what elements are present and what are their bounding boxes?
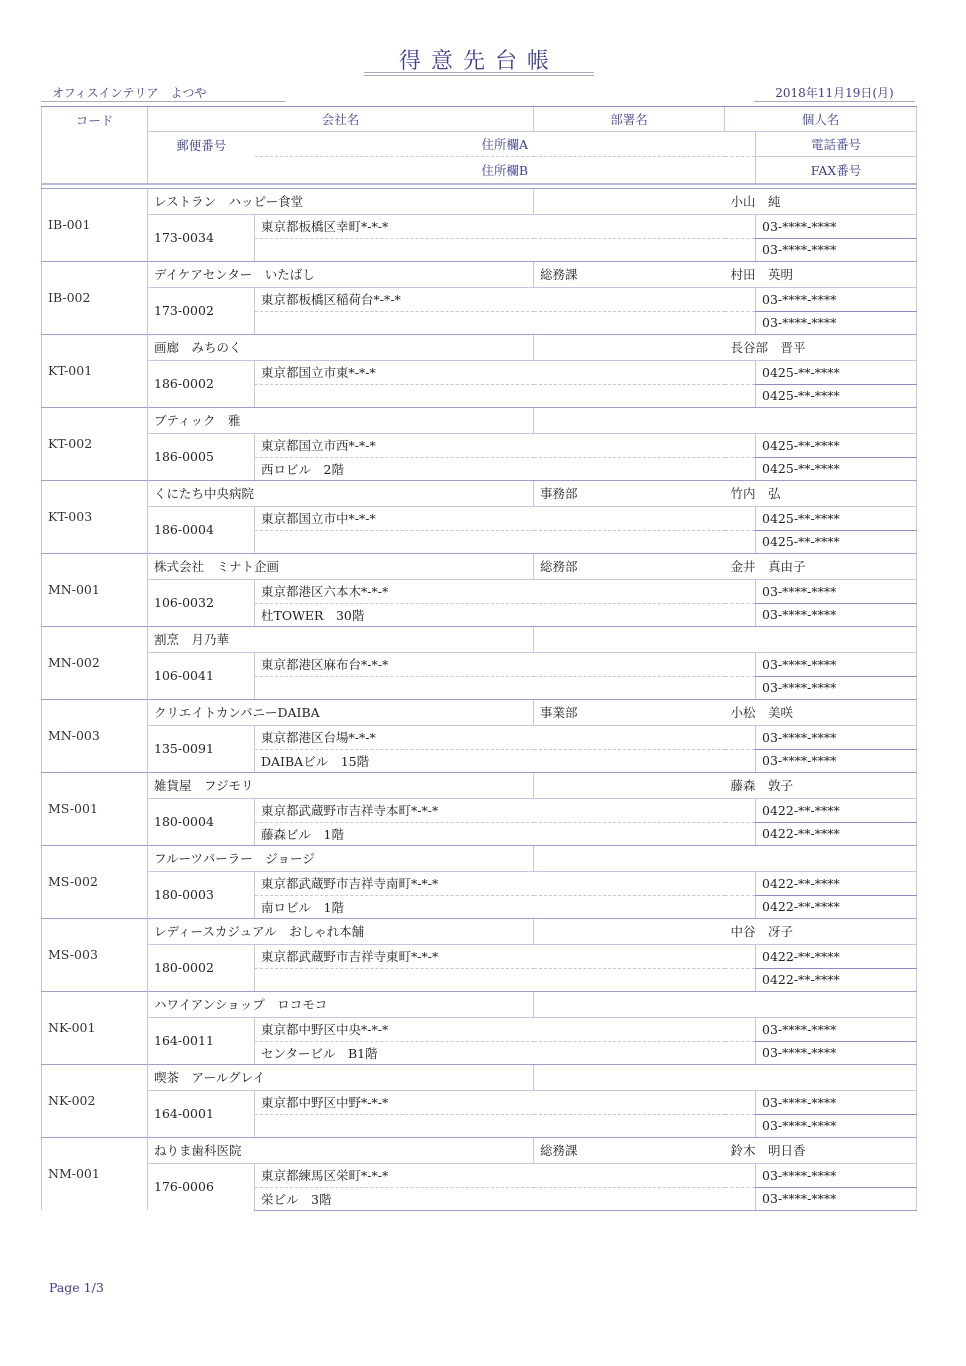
- record-row-main: [42, 1137, 917, 1163]
- customer-code: IB-001: [42, 188, 148, 261]
- person-name: [725, 407, 917, 433]
- address-a: 東京都中野区中央*-*-*: [255, 1017, 756, 1041]
- record-row-main: [42, 699, 917, 725]
- postal-code: 106-0041: [148, 652, 255, 699]
- postal-code: 180-0002: [148, 944, 255, 991]
- header-company-name: 会社名: [148, 107, 534, 132]
- record-row-address-a: [42, 1163, 917, 1187]
- record-row-main: [42, 845, 917, 871]
- postal-code: 180-0003: [148, 871, 255, 918]
- record-row-address-a: [42, 652, 917, 676]
- customer-code: NK-002: [42, 1064, 148, 1137]
- person-name: 竹内 弘: [725, 480, 917, 506]
- fax-number: 0425-**-****: [756, 384, 917, 407]
- department-name: [534, 1064, 725, 1090]
- department-name: [534, 334, 725, 360]
- postal-code: 186-0002: [148, 360, 255, 407]
- header-phone: 電話番号: [756, 132, 917, 157]
- company-name: ねりま歯科医院: [148, 1137, 534, 1163]
- person-name: 長谷部 晋平: [725, 334, 917, 360]
- header-code: コード: [42, 107, 148, 184]
- address-b: DAIBAビル 15階: [255, 749, 756, 772]
- department-name: [534, 772, 725, 798]
- fax-number: 03-****-****: [756, 603, 917, 626]
- record-row-main: [42, 991, 917, 1017]
- address-b: [255, 384, 756, 407]
- record-row-address-a: [42, 725, 917, 749]
- customer-code: MS-002: [42, 845, 148, 918]
- company-name: ハワイアンショップ ロコモコ: [148, 991, 534, 1017]
- record-row-address-a: [42, 287, 917, 311]
- record-row-address-a: [42, 871, 917, 895]
- issuer-underline: [41, 101, 285, 102]
- fax-number: 03-****-****: [756, 311, 917, 334]
- ledger-body: [42, 188, 917, 1210]
- department-name: [534, 407, 725, 433]
- address-b: [255, 238, 756, 261]
- phone-number: 0425-**-****: [756, 433, 917, 457]
- fax-number: 03-****-****: [756, 1187, 917, 1210]
- company-name: 割烹 月乃華: [148, 626, 534, 652]
- company-name: クリエイトカンパニーDAIBA: [148, 699, 534, 725]
- customer-code: MN-003: [42, 699, 148, 772]
- fax-number: 0422-**-****: [756, 968, 917, 991]
- record-row-address-a: [42, 1090, 917, 1114]
- record-row-address-a: [42, 360, 917, 384]
- person-name: [725, 1064, 917, 1090]
- address-b: [255, 311, 756, 334]
- record-row-address-a: [42, 944, 917, 968]
- record-row-main: [42, 334, 917, 360]
- phone-number: 0425-**-****: [756, 506, 917, 530]
- department-name: 総務課: [534, 1137, 725, 1163]
- phone-number: 03-****-****: [756, 287, 917, 311]
- phone-number: 03-****-****: [756, 725, 917, 749]
- address-b: [255, 968, 756, 991]
- person-name: [725, 626, 917, 652]
- address-b: [255, 676, 756, 699]
- issuer-company: オフィスインテリア よつや: [52, 86, 207, 100]
- address-b: 南ロビル 1階: [255, 895, 756, 918]
- phone-number: 03-****-****: [756, 1090, 917, 1114]
- fax-number: 0422-**-****: [756, 822, 917, 845]
- person-name: [725, 845, 917, 871]
- phone-number: 03-****-****: [756, 214, 917, 238]
- record-row-address-a: [42, 506, 917, 530]
- address-a: 東京都練馬区栄町*-*-*: [255, 1163, 756, 1187]
- record-row-main: [42, 626, 917, 652]
- address-b: 西ロビル 2階: [255, 457, 756, 480]
- phone-number: 03-****-****: [756, 652, 917, 676]
- customer-code: MN-002: [42, 626, 148, 699]
- customer-code: IB-002: [42, 261, 148, 334]
- header-person: 個人名: [725, 107, 917, 132]
- customer-code: NK-001: [42, 991, 148, 1064]
- address-a: 東京都武蔵野市吉祥寺東町*-*-*: [255, 944, 756, 968]
- person-name: 村田 英明: [725, 261, 917, 287]
- person-name: 藤森 敦子: [725, 772, 917, 798]
- department-name: [534, 188, 725, 214]
- address-a: 東京都港区台場*-*-*: [255, 725, 756, 749]
- address-a: 東京都板橋区稲荷台*-*-*: [255, 287, 756, 311]
- address-b: センタービル B1階: [255, 1041, 756, 1064]
- postal-code: 180-0004: [148, 798, 255, 845]
- department-name: [534, 845, 725, 871]
- postal-code: 164-0001: [148, 1090, 255, 1137]
- header-address-a: 住所欄A: [255, 132, 756, 157]
- phone-number: 03-****-****: [756, 579, 917, 603]
- customer-code: KT-003: [42, 480, 148, 553]
- postal-code: 135-0091: [148, 725, 255, 772]
- document-title: 得意先台帳: [398, 49, 559, 74]
- record-row-main: [42, 918, 917, 944]
- record-row-main: [42, 1064, 917, 1090]
- record-row-address-a: [42, 798, 917, 822]
- person-name: 鈴木 明日香: [725, 1137, 917, 1163]
- person-name: 金井 真由子: [725, 553, 917, 579]
- postal-code: 173-0034: [148, 214, 255, 261]
- fax-number: 03-****-****: [756, 749, 917, 772]
- record-row-main: [42, 407, 917, 433]
- address-a: 東京都板橋区幸町*-*-*: [255, 214, 756, 238]
- company-name: フルーツパーラー ジョージ: [148, 845, 534, 871]
- customer-code: NM-001: [42, 1137, 148, 1210]
- company-name: 喫茶 アールグレイ: [148, 1064, 534, 1090]
- postal-code: 186-0004: [148, 506, 255, 553]
- header-department: 部署名: [534, 107, 725, 132]
- record-row-address-a: [42, 1017, 917, 1041]
- postal-code: 106-0032: [148, 579, 255, 626]
- department-name: 総務部: [534, 553, 725, 579]
- customer-ledger-table: [41, 106, 917, 1211]
- company-name: レディースカジュアル おしゃれ本舗: [148, 918, 534, 944]
- company-name: ブティック 雅: [148, 407, 534, 433]
- date-underline: [754, 101, 915, 102]
- address-b: 杜TOWER 30階: [255, 603, 756, 626]
- header-postal: 郵便番号: [148, 132, 255, 184]
- record-row-main: [42, 261, 917, 287]
- phone-number: 03-****-****: [756, 1017, 917, 1041]
- page-number: Page 1/3: [49, 1280, 104, 1295]
- record-row-address-a: [42, 433, 917, 457]
- department-name: 総務課: [534, 261, 725, 287]
- fax-number: 0422-**-****: [756, 895, 917, 918]
- address-b: [255, 1114, 756, 1137]
- fax-number: 03-****-****: [756, 1114, 917, 1137]
- header-fax: FAX番号: [756, 157, 917, 184]
- customer-code: MN-001: [42, 553, 148, 626]
- department-name: 事業部: [534, 699, 725, 725]
- phone-number: 0422-**-****: [756, 871, 917, 895]
- address-a: 東京都武蔵野市吉祥寺本町*-*-*: [255, 798, 756, 822]
- fax-number: 03-****-****: [756, 676, 917, 699]
- company-name: デイケアセンター いたばし: [148, 261, 534, 287]
- record-row-address-a: [42, 579, 917, 603]
- title-underline: [364, 72, 594, 73]
- issue-date: 2018年11月19日(月): [775, 86, 894, 100]
- customer-code: KT-001: [42, 334, 148, 407]
- address-b: [255, 530, 756, 553]
- address-a: 東京都国立市中*-*-*: [255, 506, 756, 530]
- department-name: [534, 626, 725, 652]
- address-b: 藤森ビル 1階: [255, 822, 756, 845]
- record-row-main: [42, 480, 917, 506]
- person-name: 小松 美咲: [725, 699, 917, 725]
- fax-number: 03-****-****: [756, 1041, 917, 1064]
- person-name: 小山 純: [725, 188, 917, 214]
- address-a: 東京都中野区中野*-*-*: [255, 1090, 756, 1114]
- department-name: [534, 918, 725, 944]
- address-a: 東京都港区麻布台*-*-*: [255, 652, 756, 676]
- address-b: 栄ビル 3階: [255, 1187, 756, 1210]
- fax-number: 0425-**-****: [756, 530, 917, 553]
- company-name: くにたち中央病院: [148, 480, 534, 506]
- phone-number: 03-****-****: [756, 1163, 917, 1187]
- phone-number: 0422-**-****: [756, 798, 917, 822]
- postal-code: 176-0006: [148, 1163, 255, 1210]
- fax-number: 03-****-****: [756, 238, 917, 261]
- address-a: 東京都武蔵野市吉祥寺南町*-*-*: [255, 871, 756, 895]
- company-name: 株式会社 ミナト企画: [148, 553, 534, 579]
- person-name: 中谷 冴子: [725, 918, 917, 944]
- address-a: 東京都国立市東*-*-*: [255, 360, 756, 384]
- person-name: [725, 991, 917, 1017]
- phone-number: 0425-**-****: [756, 360, 917, 384]
- fax-number: 0425-**-****: [756, 457, 917, 480]
- company-name: レストラン ハッピー食堂: [148, 188, 534, 214]
- title-underline-double: [364, 75, 594, 76]
- phone-number: 0422-**-****: [756, 944, 917, 968]
- customer-code: MS-001: [42, 772, 148, 845]
- postal-code: 186-0005: [148, 433, 255, 480]
- record-row-main: [42, 188, 917, 214]
- address-a: 東京都港区六本木*-*-*: [255, 579, 756, 603]
- department-name: [534, 991, 725, 1017]
- record-row-main: [42, 553, 917, 579]
- header-address-b: 住所欄B: [255, 157, 756, 184]
- company-name: 画廊 みちのく: [148, 334, 534, 360]
- record-row-address-a: [42, 214, 917, 238]
- postal-code: 173-0002: [148, 287, 255, 334]
- department-name: 事務部: [534, 480, 725, 506]
- postal-code: 164-0011: [148, 1017, 255, 1064]
- customer-code: MS-003: [42, 918, 148, 991]
- record-row-main: [42, 772, 917, 798]
- customer-code: KT-002: [42, 407, 148, 480]
- company-name: 雑貨屋 フジモリ: [148, 772, 534, 798]
- address-a: 東京都国立市西*-*-*: [255, 433, 756, 457]
